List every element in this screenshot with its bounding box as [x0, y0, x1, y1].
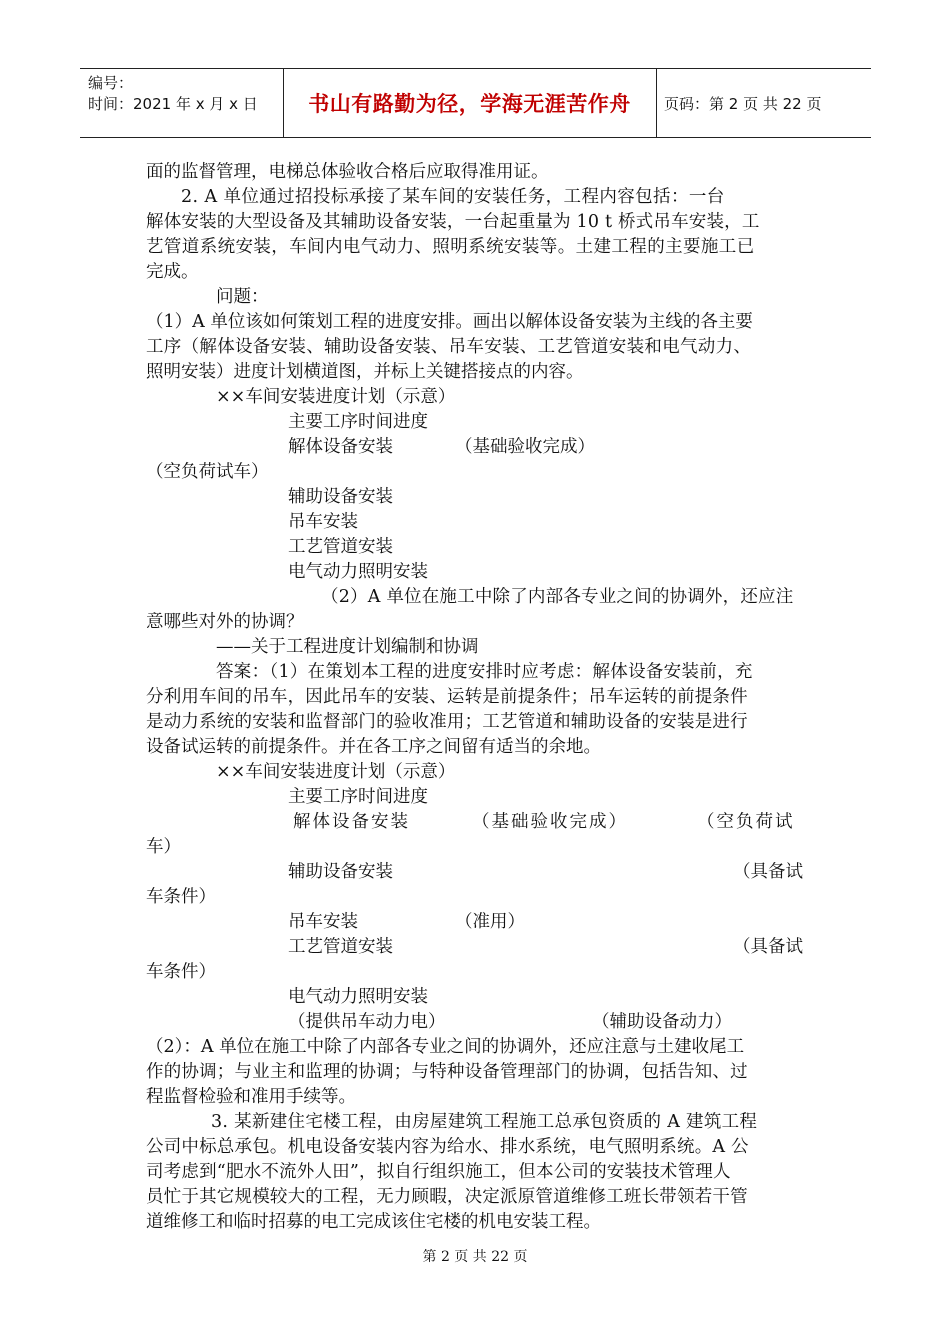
text-line: 工艺管道安装	[288, 537, 393, 557]
text-line: 电气动力照明安装	[288, 987, 428, 1007]
text-line: 面的监督管理，电梯总体验收合格后应取得准用证。	[146, 162, 549, 182]
text-line: （具备试	[733, 862, 803, 882]
text-line: 主要工序时间进度	[288, 412, 428, 432]
text-line: 解体设备安装	[288, 437, 393, 457]
text-line: 解体设备安装	[293, 812, 410, 832]
text-line: 答案：（1）在策划本工程的进度安排时应考虑：解体设备安装前，充	[216, 662, 753, 682]
page-header	[80, 68, 871, 138]
text-line: ××车间安装进度计划（示意）	[216, 762, 456, 782]
text-line: 车）	[146, 837, 181, 857]
text-line: 主要工序时间进度	[288, 787, 428, 807]
text-line: 分利用车间的吊车，因此吊车的安装、运转是前提条件；吊车运转的前提条件	[146, 687, 748, 707]
text-line: 司考虑到“肥水不流外人田”，拟自行组织施工，但本公司的安装技术管理人	[146, 1162, 731, 1182]
text-line: 问题：	[216, 287, 269, 307]
text-line: 是动力系统的安装和监督部门的验收准用；工艺管道和辅助设备的安装是进行	[146, 712, 748, 732]
text-line: （2）：A 单位在施工中除了内部各专业之间的协调外，还应注意与土建收尾工	[146, 1037, 745, 1057]
text-line: 3. 某新建住宅楼工程，由房屋建筑工程施工总承包资质的 A 建筑工程	[211, 1112, 758, 1132]
text-line: 公司中标总承包。机电设备安装内容为给水、排水系统，电气照明系统。A 公	[146, 1137, 749, 1157]
header-number-label: 编号：	[88, 74, 134, 92]
text-line: （辅助设备动力）	[592, 1012, 732, 1032]
text-line: （2）A 单位在施工中除了内部各专业之间的协调外，还应注	[321, 587, 794, 607]
text-line: （具备试	[733, 937, 803, 957]
text-line: 辅助设备安装	[288, 487, 393, 507]
text-line: 艺管道系统安装，车间内电气动力、照明系统安装等。土建工程的主要施工已	[146, 237, 755, 257]
text-line: （基础验收完成）	[472, 812, 628, 832]
header-meta	[88, 73, 258, 115]
text-line: 电气动力照明安装	[288, 562, 428, 582]
text-line: 2. A 单位通过招投标承接了某车间的安装任务，工程内容包括：一台	[181, 187, 725, 207]
text-line: 设备试运转的前提条件。并在各工序之间留有适当的余地。	[146, 737, 601, 757]
header-divider	[656, 69, 657, 137]
text-line: 车条件）	[146, 962, 216, 982]
header-motto: 书山有路勤为径，学海无涯苦作舟	[308, 92, 631, 116]
text-line: 照明安装）进度计划横道图，并标上关键搭接点的内容。	[146, 362, 584, 382]
text-line: （基础验收完成）	[455, 437, 595, 457]
text-line: 吊车安装	[288, 912, 358, 932]
text-line: 作的协调；与业主和监理的协调；与特种设备管理部门的协调，包括告知、过	[146, 1062, 748, 1082]
text-line: 工艺管道安装	[288, 937, 393, 957]
text-line: 意哪些对外的协调？	[146, 612, 304, 632]
page-footer: 第 2 页 共 22 页	[422, 1249, 528, 1265]
text-line: （准用）	[455, 912, 525, 932]
text-line: 完成。	[146, 262, 199, 282]
text-line: ——关于工程进度计划编制和协调	[216, 637, 479, 657]
header-date-label: 时间：2021 年 x 月 x 日	[88, 95, 258, 113]
text-line: 解体安装的大型设备及其辅助设备安装，一台起重量为 10 t 桥式吊车安装，工	[146, 212, 760, 232]
text-line: （空负荷试车）	[146, 462, 269, 482]
header-page-label: 页码：第 2 页 共 22 页	[664, 94, 822, 113]
text-line: （空负荷试	[697, 812, 795, 832]
text-line: ××车间安装进度计划（示意）	[216, 387, 456, 407]
text-line: 员忙于其它规模较大的工程，无力顾暇，决定派原管道维修工班长带领若干管	[146, 1187, 748, 1207]
text-line: （提供吊车动力电）	[288, 1012, 446, 1032]
text-line: 道维修工和临时招募的电工完成该住宅楼的机电安装工程。	[146, 1212, 601, 1232]
text-line: 工序（解体设备安装、辅助设备安装、吊车安装、工艺管道安装和电气动力、	[146, 337, 752, 357]
text-line: 辅助设备安装	[288, 862, 393, 882]
text-line: 吊车安装	[288, 512, 358, 532]
text-line: 车条件）	[146, 887, 216, 907]
text-line: （1）A 单位该如何策划工程的进度安排。画出以解体设备安装为主线的各主要	[146, 312, 753, 332]
text-line: 程监督检验和准用手续等。	[146, 1087, 356, 1107]
